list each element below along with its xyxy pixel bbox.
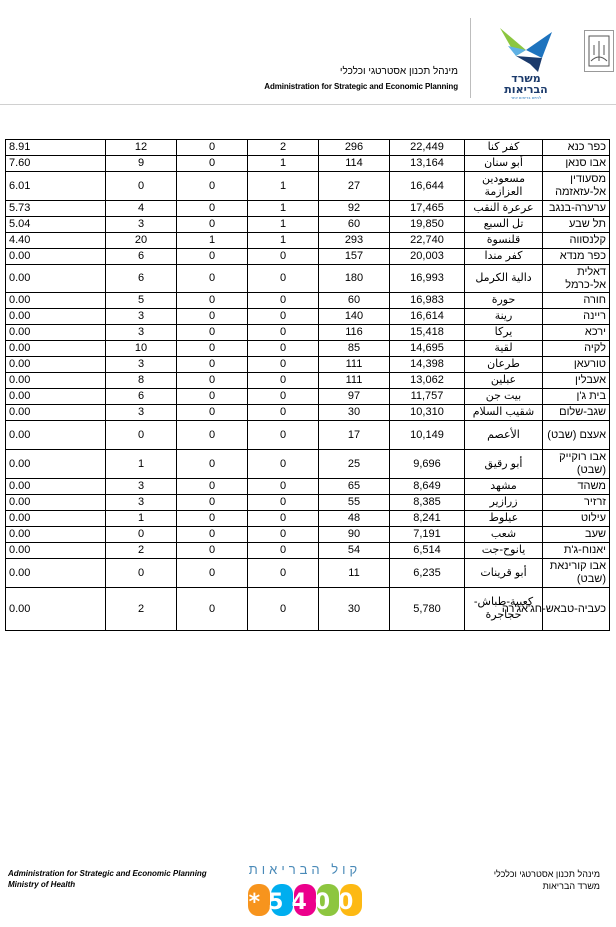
cell-locality-hebrew: משהד — [543, 479, 610, 495]
cell-locality-arabic: لقية — [465, 341, 543, 357]
cell-population: 16,983 — [390, 293, 465, 309]
cell-value-b: 0 — [248, 357, 319, 373]
cell-rate: 0.00 — [6, 389, 106, 405]
cell-value-d: 1 — [106, 511, 177, 527]
header-org-hebrew: מינהל תכנון אסטרטגי וכלכלי — [339, 66, 458, 77]
cell-rate: 0.00 — [6, 373, 106, 389]
cell-value-d: 8 — [106, 373, 177, 389]
cell-value-b: 0 — [248, 527, 319, 543]
cell-value-b: 1 — [248, 201, 319, 217]
table-row — [6, 201, 610, 217]
cell-rate: 0.00 — [6, 527, 106, 543]
cell-locality-arabic: حورة — [465, 293, 543, 309]
cell-value-d: 4 — [106, 201, 177, 217]
cell-value-b: 0 — [248, 373, 319, 389]
cell-value-d: 20 — [106, 233, 177, 249]
data-table — [5, 139, 610, 631]
footer-org-english — [8, 868, 207, 890]
cell-rate: 0.00 — [6, 543, 106, 559]
cell-locality-arabic: تل السبع — [465, 217, 543, 233]
table-row — [6, 373, 610, 389]
cell-locality-arabic: شقيب السلام — [465, 405, 543, 421]
cell-locality-hebrew: טורעאן — [543, 357, 610, 373]
cell-rate: 0.00 — [6, 357, 106, 373]
logo-tagline: לחיים בריאים יותר — [510, 95, 542, 100]
table-row — [6, 325, 610, 341]
logo-text-line1: משרד — [511, 72, 541, 85]
cell-value-a: 116 — [319, 325, 390, 341]
table-row — [6, 265, 610, 293]
cell-locality-hebrew: עילוט — [543, 511, 610, 527]
cell-rate: 6.01 — [6, 172, 106, 201]
table-row — [6, 140, 610, 156]
cell-value-c: 0 — [177, 217, 248, 233]
cell-population: 9,696 — [390, 450, 465, 479]
cell-rate: 0.00 — [6, 495, 106, 511]
cell-value-d: 0 — [106, 527, 177, 543]
cell-locality-hebrew: ריינה — [543, 309, 610, 325]
cell-population: 15,418 — [390, 325, 465, 341]
cell-value-b: 0 — [248, 421, 319, 450]
cell-value-b: 0 — [248, 543, 319, 559]
cell-locality-arabic: مشهد — [465, 479, 543, 495]
cell-locality-arabic: كعبية-طباش-حجاجرة — [465, 588, 543, 631]
cell-value-d: 3 — [106, 495, 177, 511]
cell-value-b: 0 — [248, 559, 319, 588]
cell-locality-hebrew: כפר מנדא — [543, 249, 610, 265]
cell-value-d: 3 — [106, 309, 177, 325]
cell-value-d: 6 — [106, 249, 177, 265]
cell-value-a: 111 — [319, 357, 390, 373]
cell-locality-arabic: كفر مندا — [465, 249, 543, 265]
cell-value-c: 0 — [177, 357, 248, 373]
cell-value-b: 0 — [248, 450, 319, 479]
cell-value-c: 0 — [177, 543, 248, 559]
cell-value-c: 0 — [177, 527, 248, 543]
table-row — [6, 588, 610, 631]
data-table-body — [6, 140, 610, 631]
cell-locality-arabic: أبو سنان — [465, 156, 543, 172]
cell-value-a: 65 — [319, 479, 390, 495]
cell-value-b: 1 — [248, 156, 319, 172]
cell-value-b: 1 — [248, 172, 319, 201]
cell-locality-hebrew: אעצם (שבט) — [543, 421, 610, 450]
cell-value-c: 0 — [177, 450, 248, 479]
cell-locality-arabic: قلنسوة — [465, 233, 543, 249]
cell-value-c: 1 — [177, 233, 248, 249]
cell-locality-hebrew: אבו רוקייק (שבט) — [543, 450, 610, 479]
cell-locality-arabic: دالية الكرمل — [465, 265, 543, 293]
cell-value-a: 157 — [319, 249, 390, 265]
cell-value-a: 11 — [319, 559, 390, 588]
table-row — [6, 450, 610, 479]
cell-value-b: 0 — [248, 249, 319, 265]
cell-value-b: 2 — [248, 140, 319, 156]
cell-value-c: 0 — [177, 421, 248, 450]
table-row — [6, 405, 610, 421]
cell-rate: 0.00 — [6, 309, 106, 325]
cell-locality-hebrew: שעב — [543, 527, 610, 543]
cell-value-d: 9 — [106, 156, 177, 172]
table-row — [6, 156, 610, 172]
cell-locality-hebrew: שגב-שלום — [543, 405, 610, 421]
cell-rate: 7.60 — [6, 156, 106, 172]
hotline-number: *5400 — [248, 890, 362, 915]
cell-value-c: 0 — [177, 389, 248, 405]
cell-population: 8,385 — [390, 495, 465, 511]
cell-value-d: 5 — [106, 293, 177, 309]
cell-locality-arabic: يانوح-جت — [465, 543, 543, 559]
cell-locality-hebrew: ערערה-בנגב — [543, 201, 610, 217]
table-row — [6, 421, 610, 450]
cell-value-c: 0 — [177, 265, 248, 293]
cell-population: 19,850 — [390, 217, 465, 233]
cell-locality-arabic: عبلين — [465, 373, 543, 389]
cell-value-a: 92 — [319, 201, 390, 217]
cell-value-a: 293 — [319, 233, 390, 249]
cell-locality-hebrew: יאנוח-ג'ת — [543, 543, 610, 559]
cell-population: 8,649 — [390, 479, 465, 495]
cell-value-c: 0 — [177, 293, 248, 309]
cell-population: 6,514 — [390, 543, 465, 559]
cell-locality-arabic: يركا — [465, 325, 543, 341]
cell-value-c: 0 — [177, 341, 248, 357]
cell-locality-hebrew: דאלית אל-כרמל — [543, 265, 610, 293]
footer-he-line2: משרד הבריאות — [542, 881, 600, 891]
table-row — [6, 559, 610, 588]
page-footer — [0, 858, 616, 927]
cell-locality-hebrew: קלנסווה — [543, 233, 610, 249]
cell-value-d: 3 — [106, 479, 177, 495]
cell-value-d: 6 — [106, 265, 177, 293]
cell-locality-hebrew: אבו קורינאת (שבט) — [543, 559, 610, 588]
cell-value-c: 0 — [177, 156, 248, 172]
cell-locality-hebrew: כפר כנא — [543, 140, 610, 156]
cell-rate: 4.40 — [6, 233, 106, 249]
footer-en-line1: Administration for Strategic and Economic Planning — [8, 869, 207, 878]
cell-value-c: 0 — [177, 201, 248, 217]
cell-population: 8,241 — [390, 511, 465, 527]
cell-locality-hebrew: אעבלין — [543, 373, 610, 389]
cell-value-c: 0 — [177, 405, 248, 421]
table-row — [6, 389, 610, 405]
table-row — [6, 172, 610, 201]
table-row — [6, 341, 610, 357]
cell-locality-arabic: مسعودين العزازمة — [465, 172, 543, 201]
cell-population: 5,780 — [390, 588, 465, 631]
table-row — [6, 233, 610, 249]
table-row — [6, 293, 610, 309]
logo-text-line2: הבריאות — [504, 83, 548, 96]
cell-rate: 5.73 — [6, 201, 106, 217]
cell-value-d: 2 — [106, 588, 177, 631]
cell-value-d: 0 — [106, 559, 177, 588]
cell-locality-hebrew: ירכא — [543, 325, 610, 341]
ministry-of-health-logo — [486, 20, 566, 100]
cell-value-b: 0 — [248, 479, 319, 495]
table-row — [6, 511, 610, 527]
cell-population: 22,449 — [390, 140, 465, 156]
cell-rate: 0.00 — [6, 293, 106, 309]
cell-rate: 0.00 — [6, 341, 106, 357]
cell-population: 10,149 — [390, 421, 465, 450]
cell-value-c: 0 — [177, 249, 248, 265]
table-row — [6, 479, 610, 495]
cell-locality-hebrew: תל שבע — [543, 217, 610, 233]
cell-locality-arabic: عيلوط — [465, 511, 543, 527]
table-row — [6, 249, 610, 265]
cell-value-b: 0 — [248, 325, 319, 341]
hotline-badge — [246, 880, 364, 920]
cell-value-c: 0 — [177, 309, 248, 325]
table-row — [6, 357, 610, 373]
cell-locality-arabic: الأعصم — [465, 421, 543, 450]
cell-value-a: 17 — [319, 421, 390, 450]
table-row — [6, 543, 610, 559]
cell-locality-arabic: رينة — [465, 309, 543, 325]
cell-rate: 8.91 — [6, 140, 106, 156]
footer-en-line2: Ministry of Health — [8, 880, 76, 889]
cell-population: 16,614 — [390, 309, 465, 325]
cell-rate: 0.00 — [6, 588, 106, 631]
cell-locality-hebrew: מסעודין אל-עזאזמה — [543, 172, 610, 201]
cell-value-b: 0 — [248, 265, 319, 293]
table-row — [6, 495, 610, 511]
cell-value-a: 48 — [319, 511, 390, 527]
cell-value-c: 0 — [177, 172, 248, 201]
cell-population: 17,465 — [390, 201, 465, 217]
cell-value-a: 180 — [319, 265, 390, 293]
cell-population: 14,398 — [390, 357, 465, 373]
cell-locality-hebrew: אבו סנאן — [543, 156, 610, 172]
cell-value-c: 0 — [177, 588, 248, 631]
cell-value-d: 3 — [106, 217, 177, 233]
cell-value-c: 0 — [177, 511, 248, 527]
footer-kol-label: קול הבריאות — [248, 862, 362, 877]
cell-value-a: 296 — [319, 140, 390, 156]
footer-he-line1: מינהל תכנון אסטרטגי וכלכלי — [493, 869, 600, 879]
table-row — [6, 527, 610, 543]
cell-rate: 0.00 — [6, 249, 106, 265]
cell-value-d: 0 — [106, 421, 177, 450]
cell-rate: 5.04 — [6, 217, 106, 233]
cell-value-a: 60 — [319, 217, 390, 233]
cell-locality-arabic: بيت جن — [465, 389, 543, 405]
cell-value-c: 0 — [177, 373, 248, 389]
cell-population: 14,695 — [390, 341, 465, 357]
cell-value-b: 0 — [248, 309, 319, 325]
cell-value-a: 30 — [319, 405, 390, 421]
cell-value-d: 3 — [106, 405, 177, 421]
cell-value-d: 1 — [106, 450, 177, 479]
cell-value-a: 60 — [319, 293, 390, 309]
cell-population: 7,191 — [390, 527, 465, 543]
cell-population: 20,003 — [390, 249, 465, 265]
cell-locality-arabic: طرعان — [465, 357, 543, 373]
cell-value-d: 10 — [106, 341, 177, 357]
cell-population: 16,644 — [390, 172, 465, 201]
cell-rate: 0.00 — [6, 325, 106, 341]
cell-population: 16,993 — [390, 265, 465, 293]
cell-value-b: 1 — [248, 217, 319, 233]
page-header — [0, 0, 616, 110]
cell-population: 11,757 — [390, 389, 465, 405]
cell-value-b: 0 — [248, 405, 319, 421]
cell-value-b: 0 — [248, 588, 319, 631]
cell-population: 13,062 — [390, 373, 465, 389]
cell-value-a: 111 — [319, 373, 390, 389]
cell-value-c: 0 — [177, 495, 248, 511]
cell-rate: 0.00 — [6, 559, 106, 588]
cell-value-a: 27 — [319, 172, 390, 201]
state-emblem-icon — [584, 30, 614, 72]
cell-rate: 0.00 — [6, 405, 106, 421]
header-rule — [0, 104, 616, 105]
cell-value-a: 55 — [319, 495, 390, 511]
cell-value-a: 140 — [319, 309, 390, 325]
cell-value-a: 85 — [319, 341, 390, 357]
cell-value-d: 0 — [106, 172, 177, 201]
cell-value-d: 12 — [106, 140, 177, 156]
cell-value-a: 30 — [319, 588, 390, 631]
cell-rate: 0.00 — [6, 421, 106, 450]
cell-locality-arabic: شعب — [465, 527, 543, 543]
cell-value-c: 0 — [177, 140, 248, 156]
cell-locality-hebrew: לקיה — [543, 341, 610, 357]
cell-value-a: 54 — [319, 543, 390, 559]
cell-population: 10,310 — [390, 405, 465, 421]
cell-rate: 0.00 — [6, 511, 106, 527]
cell-rate: 0.00 — [6, 479, 106, 495]
cell-value-b: 1 — [248, 233, 319, 249]
cell-locality-hebrew: בית ג'ן — [543, 389, 610, 405]
cell-value-c: 0 — [177, 325, 248, 341]
cell-locality-arabic: زرازير — [465, 495, 543, 511]
cell-locality-arabic: عرعرة النقب — [465, 201, 543, 217]
cell-rate: 0.00 — [6, 265, 106, 293]
cell-value-c: 0 — [177, 479, 248, 495]
table-row — [6, 217, 610, 233]
footer-org-hebrew — [400, 868, 600, 892]
cell-value-a: 25 — [319, 450, 390, 479]
cell-value-d: 3 — [106, 325, 177, 341]
table-row — [6, 309, 610, 325]
cell-population: 6,235 — [390, 559, 465, 588]
cell-value-d: 2 — [106, 543, 177, 559]
header-divider — [470, 18, 471, 98]
header-org-english: Administration for Strategic and Economic Planning — [264, 82, 458, 91]
cell-locality-arabic: أبو رقيق — [465, 450, 543, 479]
cell-locality-arabic: كفر كنا — [465, 140, 543, 156]
cell-value-b: 0 — [248, 389, 319, 405]
cell-value-b: 0 — [248, 293, 319, 309]
cell-value-a: 97 — [319, 389, 390, 405]
cell-locality-hebrew: כעביה-טבאש-חג'אג'רה — [543, 588, 610, 631]
cell-value-c: 0 — [177, 559, 248, 588]
cell-population: 22,740 — [390, 233, 465, 249]
cell-locality-hebrew: חורה — [543, 293, 610, 309]
cell-locality-hebrew: זרזיר — [543, 495, 610, 511]
cell-value-b: 0 — [248, 511, 319, 527]
cell-value-b: 0 — [248, 495, 319, 511]
cell-value-d: 6 — [106, 389, 177, 405]
cell-locality-arabic: أبو قرينات — [465, 559, 543, 588]
cell-value-a: 90 — [319, 527, 390, 543]
cell-rate: 0.00 — [6, 450, 106, 479]
cell-value-a: 114 — [319, 156, 390, 172]
cell-value-d: 3 — [106, 357, 177, 373]
cell-population: 13,164 — [390, 156, 465, 172]
cell-value-b: 0 — [248, 341, 319, 357]
